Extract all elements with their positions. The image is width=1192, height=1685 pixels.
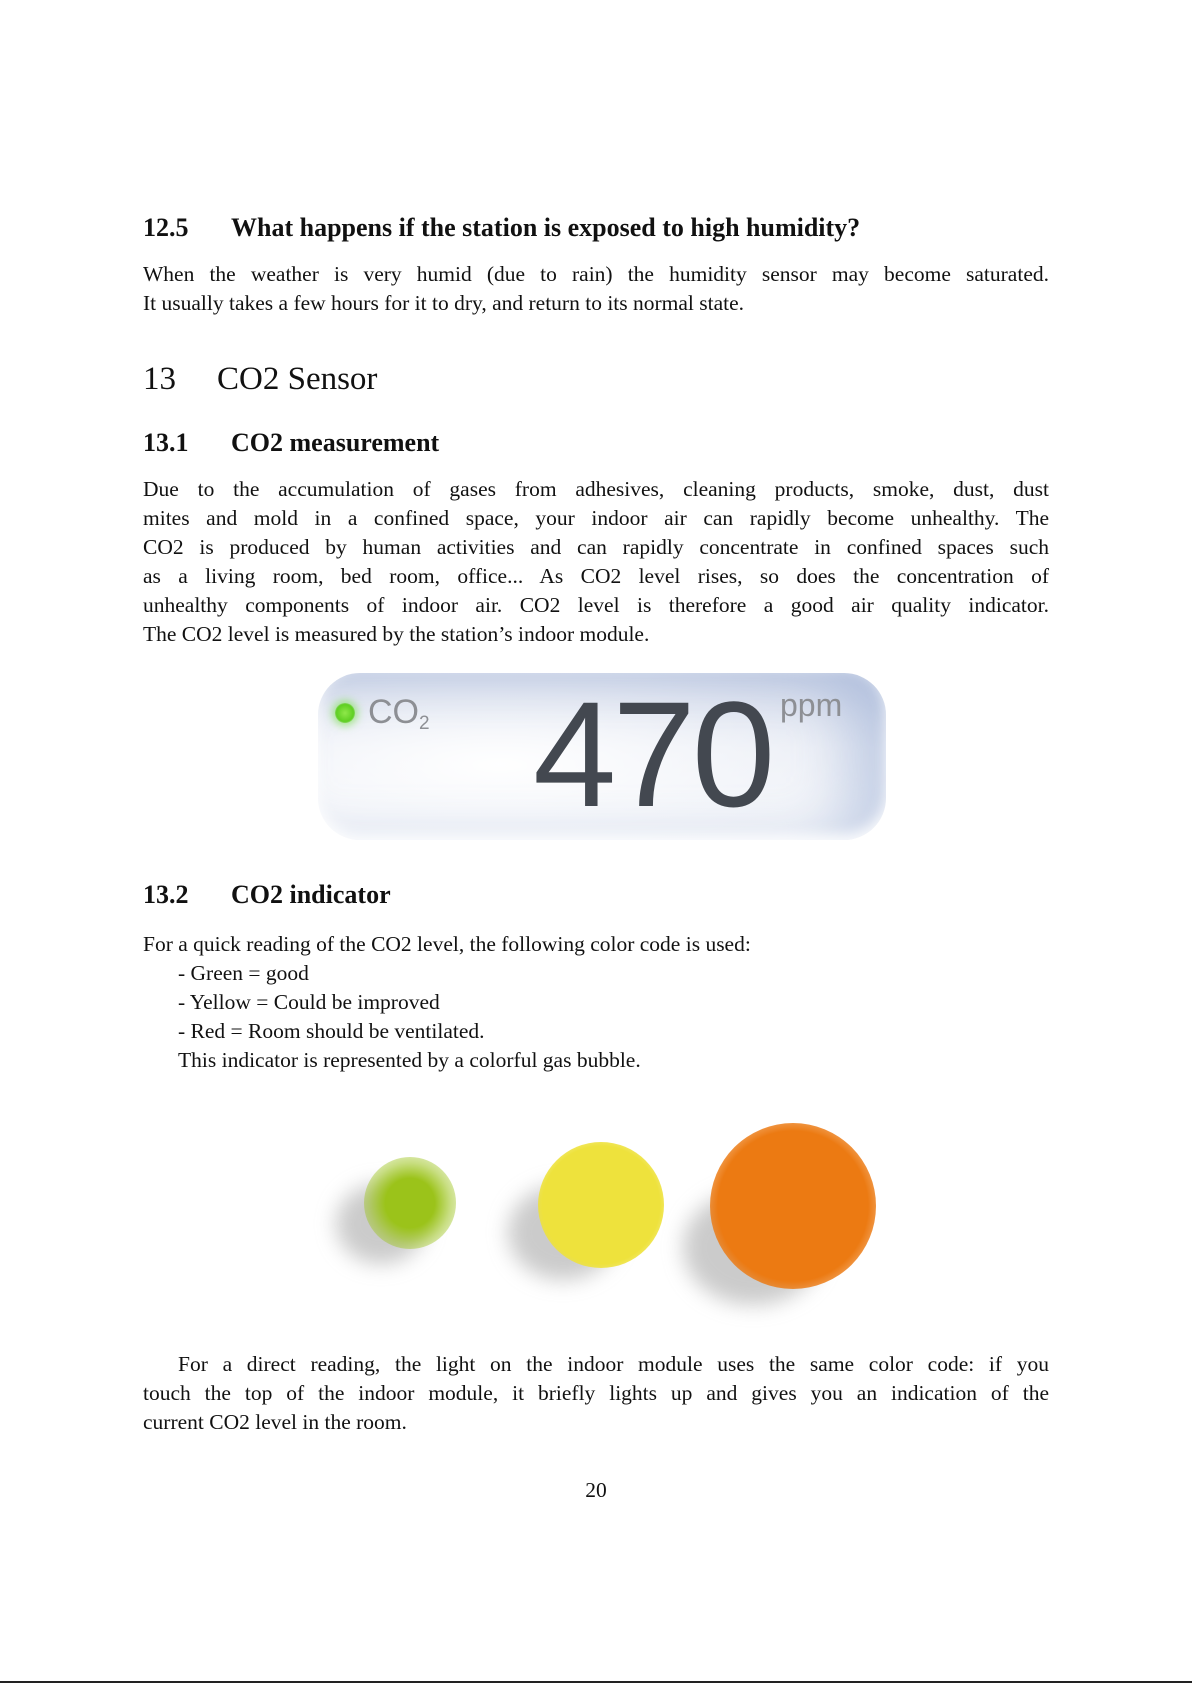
co2-unit: ppm [780, 687, 843, 723]
indicator-note: This indicator is represented by a colorful gas bubble. [178, 1048, 641, 1072]
paragraph-line: unhealthy components of indoor air. CO2 level is therefore a good air quality indicator. [143, 593, 1049, 617]
section-title: What happens if the station is exposed to high humidity? [231, 213, 861, 242]
list-item: - Red = Room should be ventilated. [178, 1019, 485, 1043]
intro-line: For a quick reading of the CO2 level, the following color code is used: [143, 932, 751, 956]
section-number: 13 [143, 361, 176, 397]
section-13-heading [143, 361, 377, 398]
yellow-bubble-icon [538, 1142, 664, 1268]
paragraph-line: When the weather is very humid (due to rain) the humidity sensor may become saturated. [143, 262, 1049, 286]
section-number: 13.2 [143, 880, 189, 909]
list-item: - Green = good [178, 961, 309, 985]
paragraph-line: as a living room, bed room, office... As CO2 level rises, so does the concentration of [143, 564, 1049, 588]
co2-value: 470 [533, 673, 772, 838]
page-bottom-rule [0, 1681, 1192, 1683]
paragraph-line: For a direct reading, the light on the indoor module uses the same color code: if you [178, 1352, 1049, 1376]
section-13-2-heading [143, 880, 391, 910]
section-title: CO2 measurement [231, 428, 440, 457]
list-item: - Yellow = Could be improved [178, 990, 440, 1014]
green-bubble-icon [364, 1157, 456, 1249]
paragraph-line: touch the top of the indoor module, it briefly lights up and gives you an indication of the [143, 1381, 1049, 1405]
paragraph-line: The CO2 level is measured by the station’s indoor module. [143, 622, 650, 646]
paragraph-line: It usually takes a few hours for it to dry, and return to its normal state. [143, 291, 745, 315]
status-led-icon [335, 703, 355, 723]
orange-bubble-icon [710, 1123, 876, 1289]
section-12-5-heading [143, 213, 860, 243]
paragraph-line: mites and mold in a confined space, your indoor air can rapidly become unhealthy. The [143, 506, 1049, 530]
paragraph-line: CO2 is produced by human activities and can rapidly concentrate in confined spaces such [143, 535, 1049, 559]
page-number: 20 [585, 1478, 607, 1502]
section-title: CO2 indicator [231, 880, 391, 909]
section-13-2-paragraph [143, 930, 1049, 1075]
paragraph-line: current CO2 level in the room. [143, 1410, 407, 1434]
co2-display-image [318, 673, 886, 840]
section-title: CO2 Sensor [217, 361, 378, 397]
section-13-1-paragraph [143, 475, 1049, 649]
section-number: 13.1 [143, 428, 189, 457]
section-13-1-heading [143, 428, 439, 458]
co2-label: $CO_2$ [368, 693, 430, 734]
paragraph-line: Due to the accumulation of gases from adhesives, cleaning products, smoke, dust, dust [143, 477, 1049, 501]
direct-reading-paragraph [143, 1350, 1049, 1437]
section-number: 12.5 [143, 213, 189, 242]
section-12-5-paragraph [143, 260, 1049, 318]
